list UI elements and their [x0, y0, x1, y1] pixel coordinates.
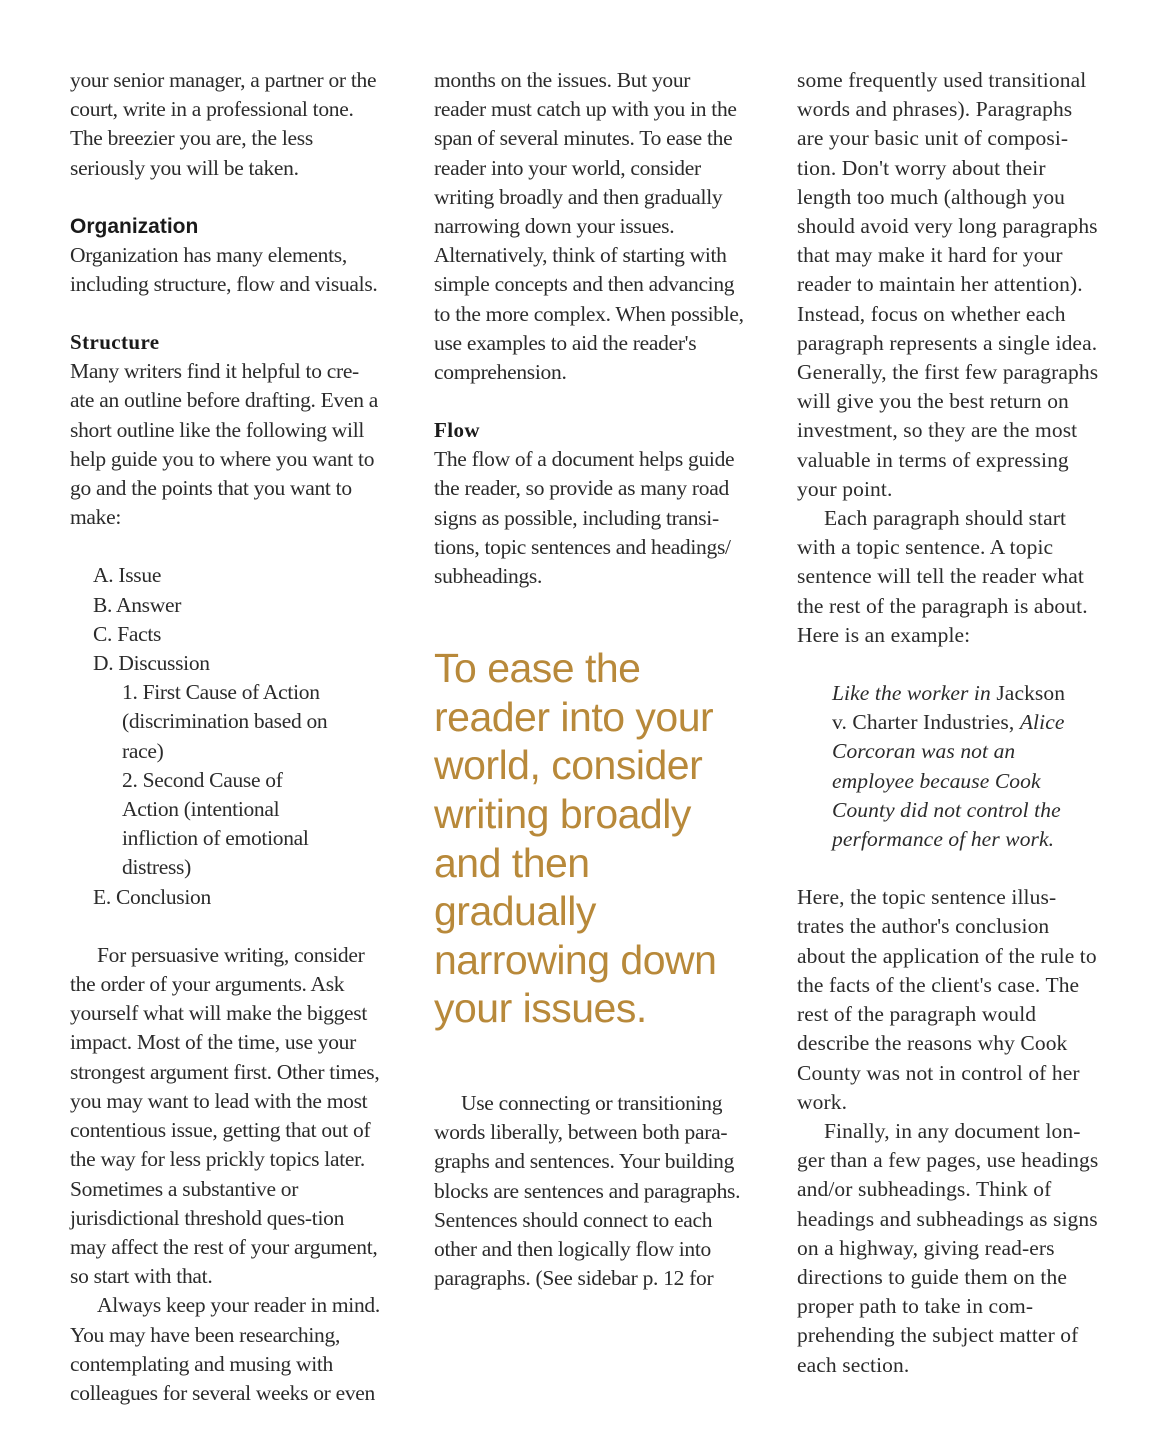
- paragraphs-paragraph: some frequently used transitional words and phrases). Paragraphs are your basic unit of composi-tion. Don't worry about their length too much (although you should avoid very long paragraphs that may make it hard for your reader to maintain her attention). Instead, focus on whether each paragraph represents a single idea. Generally, the first few paragraphs will give you the best return on investment, so they are the most valuable in terms of expressing your point.: [797, 68, 1099, 501]
- persuasive-paragraph: For persuasive writing, consider the order of your arguments. Ask yourself what will make the biggest impact. Most of the time, use your strongest argument first. Other times, you may want to lead with the most contentious issue, getting that out of the way for less prickly topics later. Sometimes a substantive or jurisdictional threshold ques-tion may affect the rest of your argument, so start with that.: [70, 942, 380, 1289]
- outline-item-d: [93, 649, 380, 883]
- outline-subitem-2: 2. Second Cause of Action (intentional infliction of emotional distress): [122, 767, 309, 880]
- connecting-paragraph: Use connecting or transitioning words liberally, between both para-graphs and sentences. Your building blocks are sentences and paragraphs. Sentences should connect to each other and then logically flow into paragraphs. (See sidebar p. 12 for: [434, 1091, 741, 1291]
- intro-paragraph: your senior manager, a partner or the court, write in a professional tone. The breezier you are, the less seriously you will be taken.: [70, 68, 377, 180]
- example-rest: Alice Corcoran was not an employee because Cook County did not control the performance of her work.: [832, 710, 1065, 852]
- organization-heading: Organization: [70, 214, 199, 238]
- outline-subitem-1: 1. First Cause of Action (discrimination based on race): [122, 680, 328, 763]
- outline-item-e: E. Conclusion: [93, 884, 211, 909]
- flow-paragraph: The flow of a document helps guide the reader, so provide as many road signs as possible, including transi-tions, topic sentences and headings/ subheadings.: [434, 447, 735, 589]
- outline-sublist: [93, 678, 342, 882]
- pull-quote: To ease the reader into your world, consider writing broadly and then gradually narrowing down your issues.: [434, 645, 717, 1032]
- outline-item-c: C. Facts: [93, 621, 162, 646]
- column-3: [797, 66, 1102, 1380]
- outline-item-a: A. Issue: [93, 563, 162, 588]
- outline-item-b: B. Answer: [93, 592, 182, 617]
- flow-heading: Flow: [434, 418, 480, 443]
- illustrates-paragraph: Here, the topic sentence illus-trates the author's conclusion about the application of the rule to the facts of the client's case. The rest of the paragraph would describe the reasons why Cook County was not in control of her work.: [797, 885, 1097, 1114]
- column-2: [434, 66, 746, 1293]
- topic-sentence-paragraph: Each paragraph should start with a topic sentence. A topic sentence will tell the reader what the rest of the paragraph is about. Here is an example:: [797, 506, 1088, 647]
- example-case-name: Jackson v. Charter Industries,: [832, 681, 1066, 735]
- continuation-paragraph: months on the issues. But your reader must catch up with you in the span of several minutes. To ease the reader into your world, consider writing broadly and then gradually narrowing down your issues. Alternatively, think of starting with simple concepts and then advancing to the more complex. When possible, use examples to aid the reader's comprehension.: [434, 68, 744, 385]
- organization-paragraph: Organization has many elements, including structure, flow and visuals.: [70, 242, 378, 297]
- outline-list: [70, 561, 380, 911]
- outline-item-d-label: D. Discussion: [93, 651, 210, 676]
- structure-heading: Structure: [70, 330, 160, 355]
- finally-paragraph: Finally, in any document lon-ger than a few pages, use headings and/or subheadings. Think of headings and subheadings as signs on a highway, giving read-ers directions to guide them on the proper path to take in com-prehending the subject matter of each section.: [797, 1118, 1099, 1377]
- column-1: [70, 66, 380, 1408]
- example-quote: [797, 679, 1082, 854]
- reader-paragraph: Always keep your reader in mind. You may have been researching, contemplating and musing with colleagues for several weeks or even: [70, 1293, 380, 1405]
- structure-paragraph: Many writers find it helpful to cre-ate an outline before drafting. Even a short outline like the following will help guide you to where you want to go and the points that you want to make:: [70, 359, 378, 530]
- example-lead: Like the worker in: [832, 681, 991, 706]
